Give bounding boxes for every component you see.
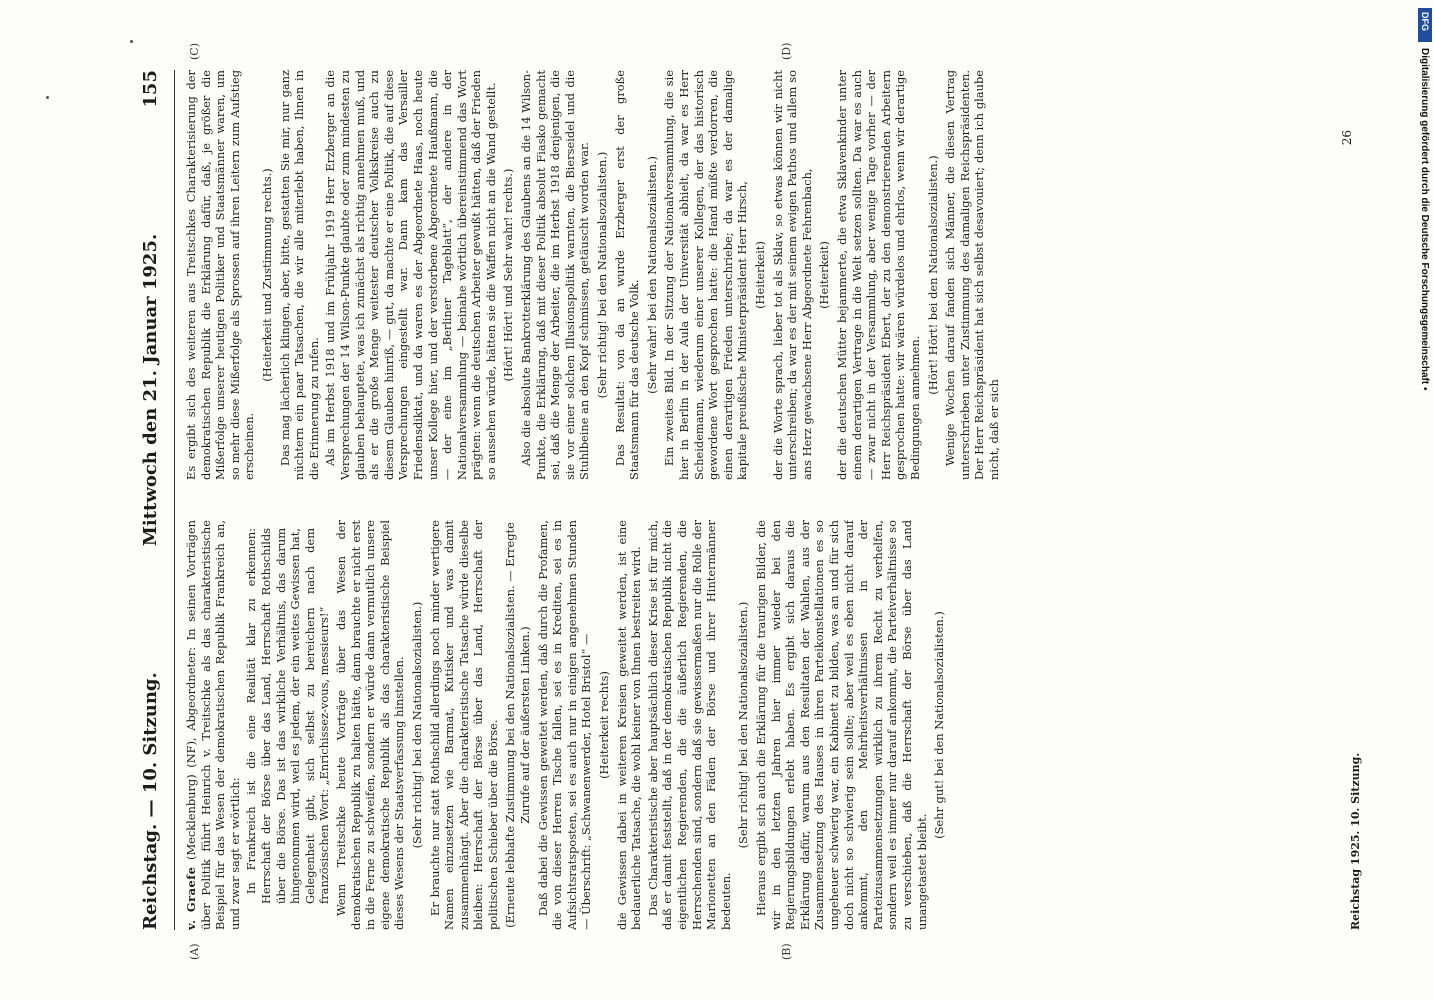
- interjection: (Sehr richtig! bei den Nationalsozialisten.): [595, 151, 610, 399]
- margin-marker-c: (C): [188, 43, 201, 60]
- margin-marker-a: (A): [188, 943, 201, 960]
- header-date: Mittwoch den 21. Januar 1925.: [140, 233, 161, 547]
- paragraph: Er brauchte nur statt Rothschild allerdings noch minder wertigere Namen einzusetzen wie Barmat, Kutisker und was damit zusammenhängt. Aber die charakteristische Tatsache würde dieselbe bleiben: Herrschaft der Börse über das Land, Herrschaft der politischen Schieber über die Börse.: [427, 520, 500, 930]
- paragraph: die Gewissen dabei in weiteren Kreisen geweitet werden, ist eine bedauerliche Tatsache, die wohl keiner von Ihnen bestreiten wird.: [614, 520, 644, 930]
- interjection: (Sehr wahr! bei den Nationalsozialisten.): [644, 156, 659, 394]
- dfg-logo-badge: [1418, 8, 1432, 42]
- interjection: (Heiterkeit und Zustimmung rechts.): [259, 168, 274, 382]
- margin-marker-b: (B): [780, 943, 793, 960]
- running-header: [140, 70, 175, 930]
- paragraph: Das Charakteristische aber hauptsächlich dieser Krise ist für mich, daß er damit feststellt, daß in der demokratischen Republik nicht die eigentlichen Regierenden, die die äußerlich Regierenden, die Herrschenden sind, sondern daß sie gewissermaßen nur die Rolle der Marionetten an den Fäden der Börse und ihrer Hintermänner bedeuten.: [645, 520, 733, 930]
- interjection: (Sehr richtig! bei den Nationalsozialisten.): [736, 601, 751, 849]
- footer-imprint: Reichstag 1925. 10. Sitzung.: [1349, 752, 1362, 930]
- left-column: [184, 520, 1334, 930]
- funding-caption: [1416, 48, 1432, 768]
- paragraph: Ein zweites Bild. In der Sitzung der Nationalversammlung, die sie hier in Berlin in der Aula der Universität abhielt, da war es Herr Scheidemann, wiederum einer unserer Kollegen, der das historisch gewordene Wort gesprochen hatte: die Hand müßte verdorren, die einen derartigen Frieden unterschriebe; da war es der damalige kapitale preußische Ministerpräsident Herr Hirsch,: [662, 70, 750, 480]
- page-number: 155: [140, 70, 161, 108]
- interjection: (Heiterkeit): [752, 241, 767, 309]
- paragraph: der die Worte sprach, lieber tot als Sklav, so etwas können wir nicht unterschreiben; da war es der mit seinem ewigen Pathos und allem so ans Herz gewachsene Herr Abgeordnete Fehrenbach,: [770, 70, 814, 480]
- right-column: [184, 70, 1334, 480]
- paragraph: Es ergibt sich des weiteren aus Treitschkes Charakterisierung der demokratischen Republik die Erklärung dafür, daß, je größer die Mißerfolge unserer heutigen Politiker und Staatsmänner waren, um so mehr diese Mißerfolge als Sprossen auf ihren Leitern zum Aufstieg erscheinen.: [184, 70, 257, 480]
- rotated-page: [140, 42, 1380, 960]
- interjection: (Erneute lebhafte Zustimmung bei den Nationalsozialisten. — Erregte Zurufe auf der äußersten Linken.): [503, 522, 533, 928]
- scan-speck: [46, 96, 49, 99]
- funding-caption-text: Digitalisierung gefördert durch die Deutsche Forschungsgemeinschaft •: [1419, 48, 1430, 391]
- margin-marker-d: (D): [780, 42, 793, 60]
- signature-mark: 26: [1340, 130, 1354, 146]
- paragraph: Als im Herbst 1918 und im Frühjahr 1919 Herr Erzberger an die Versprechungen der 14 Wilson-Punkte glaubte oder zum mindesten zu glauben behauptete, was ich zunächst als richtig annehmen muß, und als er die große Menge weitester deutscher Volkskreise auch zu diesem Glauben hinriß, — gut, da machte er eine Politik, die auf diese Versprechungen eingestellt war. Dann kam das Versailler Friedensdiktat, und da waren es der Abgeordnete Haas, noch heute unser Kollege hier, und der verstorbene Abgeordnete Haußmann, die — der eine im „Berliner Tageblatt“, der andere in der Nationalversammlung — beinahe wörtlich übereinstimmend das Wort prägten: wenn die deutschen Arbeiter gewußt hätten, daß der Frieden so aussehen würde, hätten sie die Waffen nicht an die Wand gestellt.: [323, 70, 498, 480]
- scan-speck: [130, 40, 133, 43]
- quote-paragraph: In Frankreich ist die eine Realität klar zu erkennen: Herrschaft der Börse über das Land, Herrschaft Rothschilds über die Börse. Das ist das wirkliche Verhältnis, das darum hingenommen wird, weil es jedem, der ein weites Gewissen hat, Gelegenheit gibt, sich selbst zu bereichern nach dem französischen Wort: „Enrichissez-vous, messieurs!“: [244, 528, 332, 904]
- paragraph: Wenn Treitschke heute Vorträge über das Wesen der demokratischen Republik zu halten hätte, dann brauchte er nicht erst in die Ferne zu schweifen, sondern er würde dann vermutlich unsere eigene demokratische Republik als das charakteristische Beispiel dieses Wesens der Staatsverfassung hinstellen.: [333, 520, 407, 930]
- paragraph: Hieraus ergibt sich auch die Erklärung für die traurigen Bilder, die wir in den letzten Jahren hier immer wieder bei den Regierungsbildungen erlebt haben. Es ergibt sich daraus die Erklärung dafür, warum aus den Resultaten der Wahlen, aus der Zusammensetzung des Hauses in ihren Parteikonstellationen es so ungeheuer schwierig war, ein Kabinett zu bilden, was an und für sich doch nicht so schwierig sein sollte; aber weil es eben nicht darauf ankommt, den Mehrheitsverhältnissen in der Parteizusammensetzungen wirklich zu ihrem Recht zu verhelfen, sondern weil es immer nur darauf ankommt, die Parteiverhältnisse so zu verschieben, daß die Herrschaft der Börse über das Land unangetastet bleibt.: [753, 520, 929, 930]
- interjection: (Sehr richtig! bei den Nationalsozialisten.): [409, 601, 424, 849]
- paragraph: Daß dabei die Gewissen geweitet werden, daß durch die Profamen, die von dieser Herren Tische fallen, sei es in Krediten, sei es in Aufsichtsratsposten, sei es auch nur in einigen angenehmen Stunden — Überschrift: „Schwanenwerder, Hotel Bristol“ —: [535, 520, 594, 930]
- header-left: Reichstag. — 10. Sitzung.: [140, 672, 161, 930]
- interjection: (Hört! Hört! bei den Nationalsozialisten.): [925, 155, 940, 395]
- paragraph: der die deutschen Mütter bejammerte, die etwa Sklavenkinder unter einem derartigen Vertrage in die Welt setzen sollten. Da war es auch — zwar nicht in der Versammlung, aber wenige Tage vorher — der Herr Reichspräsident Ebert, der zu den demonstrierenden Arbeitern gesprochen hatte: wir wären würdelos und ehrlos, wenn wir derartige Bedingungen annehmen.: [834, 70, 922, 480]
- paragraph: Also die absolute Bankrotterklärung des Glaubens an die 14 Wilson-Punkte, die Erklärung, daß mit dieser Politik absolut Fiasko gemacht sei, daß die Menge der Arbeiter, die im Herbst 1918 denjenigen, die sie vor einer solchen Illusionspolitik warnten, die Bierseidel und die Stuhlbeine an den Kopf schmissen, getäuscht worden war.: [519, 70, 592, 480]
- opening-text: (Mecklenburg) (NF), Abgeordneter: In seinen Vorträgen über Politik führt Heinrich v. Treitschke als das charakteristische Beispiel für das Wesen der demokratischen Republik Frankreich an, und zwar sagt er wörtlich:: [184, 520, 242, 930]
- paragraph: Wenige Wochen darauf fanden sich Männer, die diesen Vertrag unterschrieben unter Zustimmung des damaligen Reichspräsidenten. Der Herr Reichspräsident hat sich selbst desavouiert; denn ich glaube nicht, daß er sich: [943, 70, 1001, 480]
- dfg-logo-text: DFG: [1420, 12, 1430, 31]
- interjection: (Hört! Hört! und Sehr wahr! rechts.): [501, 168, 516, 382]
- interjection: (Heiterkeit): [817, 241, 832, 309]
- interjection: (Heiterkeit rechts): [597, 671, 612, 779]
- speech-opening: [184, 520, 242, 930]
- paragraph: Das Resultat: von da an wurde Erzberger erst der große Staatsmann für das deutsche Volk.: [612, 70, 642, 480]
- speaker-name: v. Graefe: [184, 866, 198, 930]
- paragraph: Das mag lächerlich klingen, aber, bitte, gestatten Sie mir, nur ganz nüchtern ein paar Tatsachen, die wir alle miterlebt haben, Ihnen in die Erinnerung zu rufen.: [277, 70, 321, 480]
- interjection: (Sehr gut! bei den Nationalsozialisten.): [932, 611, 947, 839]
